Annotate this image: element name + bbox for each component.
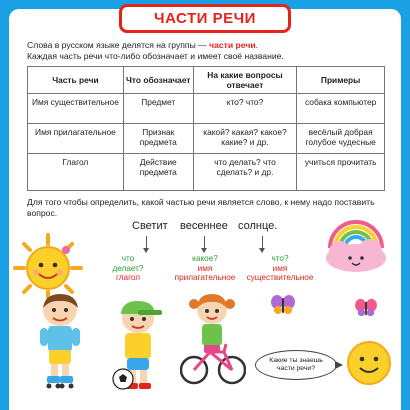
part-of-speech-text: глагол [115, 273, 141, 282]
table-header-cell: На какие вопросы отвечает [193, 67, 297, 94]
intro-line-1-end: . [255, 40, 259, 50]
part-of-speech-text: имя [272, 263, 288, 273]
part-of-speech-text: существительное [246, 273, 314, 282]
table-header-cell: Примеры [297, 67, 385, 94]
intro-line-1 [27, 40, 397, 51]
table-row [28, 124, 385, 154]
table-cell: собака компьютер [297, 94, 385, 124]
table-cell: Глагол [28, 154, 124, 191]
example-word-noun: солнце. [238, 220, 278, 232]
girl-bicycle-illustration [180, 290, 246, 390]
example-word-verb: Светит [132, 220, 168, 232]
table-cell: Имя существительное [28, 94, 124, 124]
table-cell: весёлый добрая голубое чудесные [297, 124, 385, 154]
part-of-speech-text: прилагательное [174, 273, 236, 282]
table-header-row [28, 67, 385, 94]
parts-of-speech-table [27, 66, 385, 191]
speech-bubble-text: Какие ты знаешь части речи? [269, 357, 323, 372]
intro-line-2: Каждая часть речи что-либо обозначает и имеет своё название. [27, 51, 284, 61]
table-cell: Действие предмета [123, 154, 193, 191]
intro-highlight: части речи [209, 40, 256, 50]
table-row [28, 94, 385, 124]
label-noun [240, 254, 320, 283]
table-cell: какой? какая? какое? какие? и др. [193, 124, 297, 154]
question-text: что? [271, 254, 289, 263]
question-text: делает? [112, 263, 144, 273]
title-badge [119, 4, 291, 33]
table-row [28, 154, 385, 191]
table-cell: учиться прочитать [297, 154, 385, 191]
speech-bubble [255, 350, 337, 380]
label-adjective [168, 254, 242, 283]
hint-text: Для того чтобы определить, какой частью речи является слово, к нему надо поставить вопрос. [27, 197, 375, 218]
football-icon [112, 368, 134, 390]
example-word-adjective: весеннее [180, 220, 228, 232]
table-header-cell: Что обозначает [123, 67, 193, 94]
table-cell: что делать? что сделать? и др. [193, 154, 297, 191]
part-of-speech-text: имя [197, 263, 213, 273]
table-cell: Признак предмета [123, 124, 193, 154]
table-header-cell: Часть речи [28, 67, 124, 94]
label-verb [106, 254, 150, 283]
arrow-down-icon [204, 236, 205, 252]
table-cell: Предмет [123, 94, 193, 124]
question-text: что [121, 254, 135, 263]
table-cell: кто? что? [193, 94, 297, 124]
arrow-down-icon [262, 236, 263, 252]
arrow-down-icon [146, 236, 147, 252]
butterfly-icon [270, 294, 296, 316]
page-title: ЧАСТИ РЕЧИ [154, 10, 256, 27]
smiley-face-icon [346, 340, 392, 386]
intro-line-1-start: Слова в русском языке делятся на группы — [27, 40, 210, 50]
intro-text [27, 40, 397, 62]
table-cell: Имя прилагательное [28, 124, 124, 154]
question-text: какое? [192, 254, 218, 263]
butterfly-icon [354, 298, 378, 318]
rainbow-cloud-icon [320, 218, 392, 276]
boy-skater-illustration [30, 290, 90, 390]
